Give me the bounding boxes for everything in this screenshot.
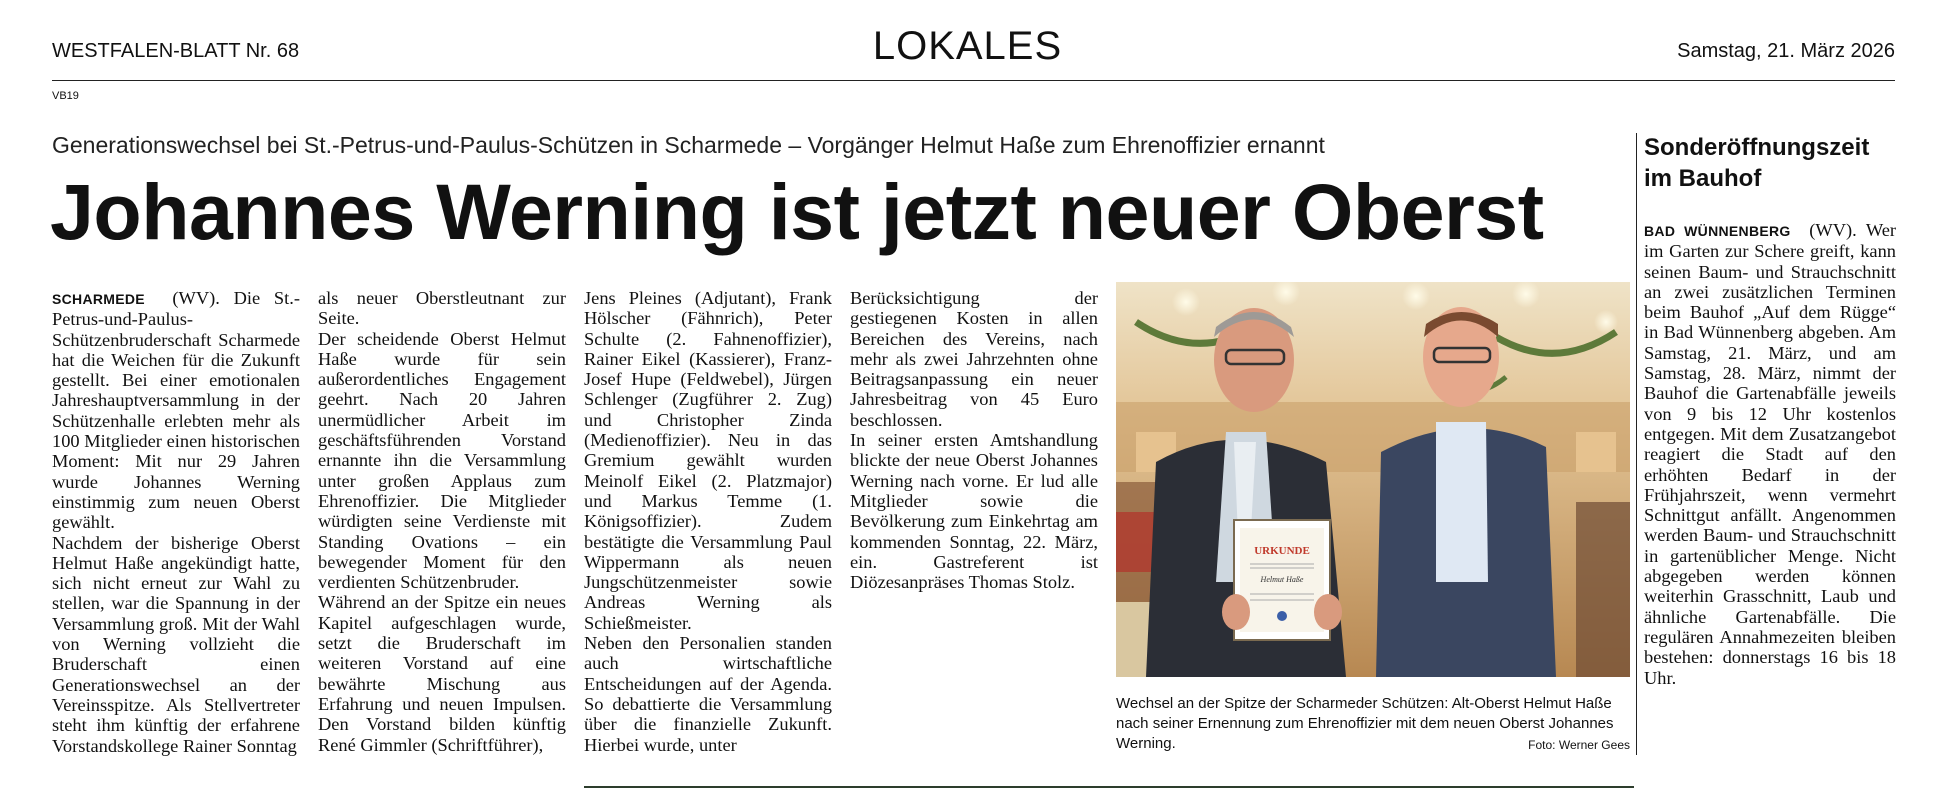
photo-credit: Foto: Werner Gees (1528, 738, 1630, 752)
certificate-title: URKUNDE (1254, 545, 1310, 557)
sidebar-text: Wer im Garten zur Schere greift, kann seinen Baum- und Strauchschnitt an zwei zusätzlichen Terminen beim Bauhof „Auf dem Rügge“ in Bad Wünnenberg abgeben. Am Samstag, 21. März, und am Samstag, 28. März, nimmt der Bauhof die Gartenabfälle jeweils von 9 bis 12 Uhr kostenlos entgegen. Mit dem Zusatzangebot reagiert die Stadt auf den erhöhten Bedarf in der Frühjahrszeit, wenn vermehrt Schnittgut anfällt. Angenommen werden Baum- und Strauchschnitt in gartenüblicher Menge. Nicht abgegeben werden können weiterhin Grasschnitt, Laub und ähnliche Gartenabfälle. Die regulären Annahmezeiten bleiben bestehen: donnerstags 16 bis 18 Uhr. (1644, 220, 1896, 688)
article-kicker: Generationswechsel bei St.-Petrus-und-Paulus-Schützen in Scharmede – Vorgänger Helmut Haße zum Ehrenoffizier ernannt (52, 132, 1325, 158)
bottom-rule (584, 786, 1634, 788)
page-code: VB19 (52, 90, 79, 102)
article-photo (1116, 282, 1630, 677)
article-paragraph-3: Der scheidende Oberst Helmut Haße wurde für sein außerordentliches Engagement geehrt. Nach 20 Jahren unermüdlicher Arbeit im geschäftsführenden Vorstand ernannte ihn die Versammlung unter großen Applaus zum Ehrenoffizier. Die Mitglieder würdigten seine Verdienste mit Standing Ovations – ein bewegender Moment für den verdienten Schützenbruder. (318, 328, 566, 593)
article-headline: Johannes Werning ist jetzt neuer Oberst (50, 167, 1544, 256)
article-paragraph-5: Berücksichtigung der gestiegenen Kosten in allen Bereichen des Vereins, nach mehr als zwei Jahrzehnten ohne Beitragsanpassung ein neuer Jahresbeitrag von 45 Euro beschlossen. (850, 288, 1098, 430)
article-paragraph-4: Während an der Spitze ein neues Kapitel aufgeschlagen wurde, setzt die Bruderschaft im weiteren Vorstand auf eine bewährte Mischung aus Erfahrung und neuen Impulsen. Den Vorstand bilden künftig René Gimmler (Schriftführer), (318, 592, 566, 755)
article-column-3 (584, 288, 832, 762)
article-paragraph-4: Jens Pleines (Adjutant), Frank Hölscher (Fähnrich), Peter Schulte (2. Fahnenoffizier), Rainer Eikel (Kassierer), Franz-Josef Hupe (Feldwebel), Jürgen Schlenger (Zugführer 2. Zug) und Christopher Zinda (Medienoffizier). Neu in das Gremium gewählt wurden Meinolf Eikel (2. Platzmajor) und Markus Temme (1. Königsoffizier). Zudem bestätigte die Versammlung Paul Wippermann als neuen Jungschützenmeister sowie Andreas Werning als Schießmeister. (584, 288, 832, 633)
sidebar-title: Sonderöffnungszeit im Bauhof (1644, 134, 1870, 192)
article-paragraph-6: In seiner ersten Amtshandlung blickte der neue Oberst Johannes Werning nach vorne. Er lud alle Mitglieder sowie die Bevölkerung zum Einkehrtag am kommenden Sonntag, 22. März, ein. Gastreferent ist Diözesanpräses Thomas Stolz. (850, 430, 1098, 593)
article-paragraph-5: Neben den Personalien standen auch wirtschaftliche Entscheidungen auf der Agenda. So debattierte die Versammlung über die finanzielle Zukunft. Hierbei wurde, unter (584, 633, 832, 755)
article-paragraph-part: SCHARMEDE (WV). Die St.-Petrus-und-Paulus-Schützenbruderschaft Scharmede hat die Weichen für die Zukunft gestellt. Bei einer emotionalen Jahreshauptversammlung in der Schützenhalle erlebten mehr als 100 Mitglieder einen historischen Moment: Mit nur 29 Jahren wurde Johannes Werning einstimmig zum neuen Oberst gewählt. (52, 288, 300, 533)
sidebar-dateline-agency: (WV). (1809, 220, 1857, 240)
article-column-1 (52, 288, 300, 762)
article-paragraph-2: Nachdem der bisherige Oberst Helmut Haße angekündigt hatte, sich nicht erneut zur Wahl zu stellen, war die Spannung in der Versammlung groß. Mit der Wahl von Werning vollzieht die Bruderschaft einen Generationswechsel an der Vereinsspitze. Als Stellvertreter steht ihm künftig der erfahrene Vorstandskollege Rainer Sonntag (52, 532, 300, 756)
article-column-2 (318, 288, 566, 762)
issue-date: Samstag, 21. März 2026 (1677, 40, 1895, 62)
section-title: LOKALES (872, 24, 1063, 68)
article-dateline: SCHARMEDE (52, 291, 145, 307)
sidebar-divider (1636, 133, 1637, 755)
sidebar-dateline: BAD WÜNNENBERG (1644, 223, 1791, 239)
newspaper-issue: WESTFALEN-BLATT Nr. 68 (52, 40, 300, 62)
certificate-name: Helmut Haße (1260, 575, 1304, 584)
article-paragraph-2: als neuer Oberstleutnant zur Seite. (318, 288, 566, 329)
article-column-4 (850, 288, 1098, 762)
header-rule (52, 80, 1895, 81)
photo-caption: Wechsel an der Spitze der Scharmeder Schützen: Alt-Oberst Helmut Haße nach seiner Ernennung zum Ehrenoffizier mit dem neuen Oberst Johannes Werning. (1116, 695, 1614, 752)
sidebar-body (1644, 220, 1896, 760)
